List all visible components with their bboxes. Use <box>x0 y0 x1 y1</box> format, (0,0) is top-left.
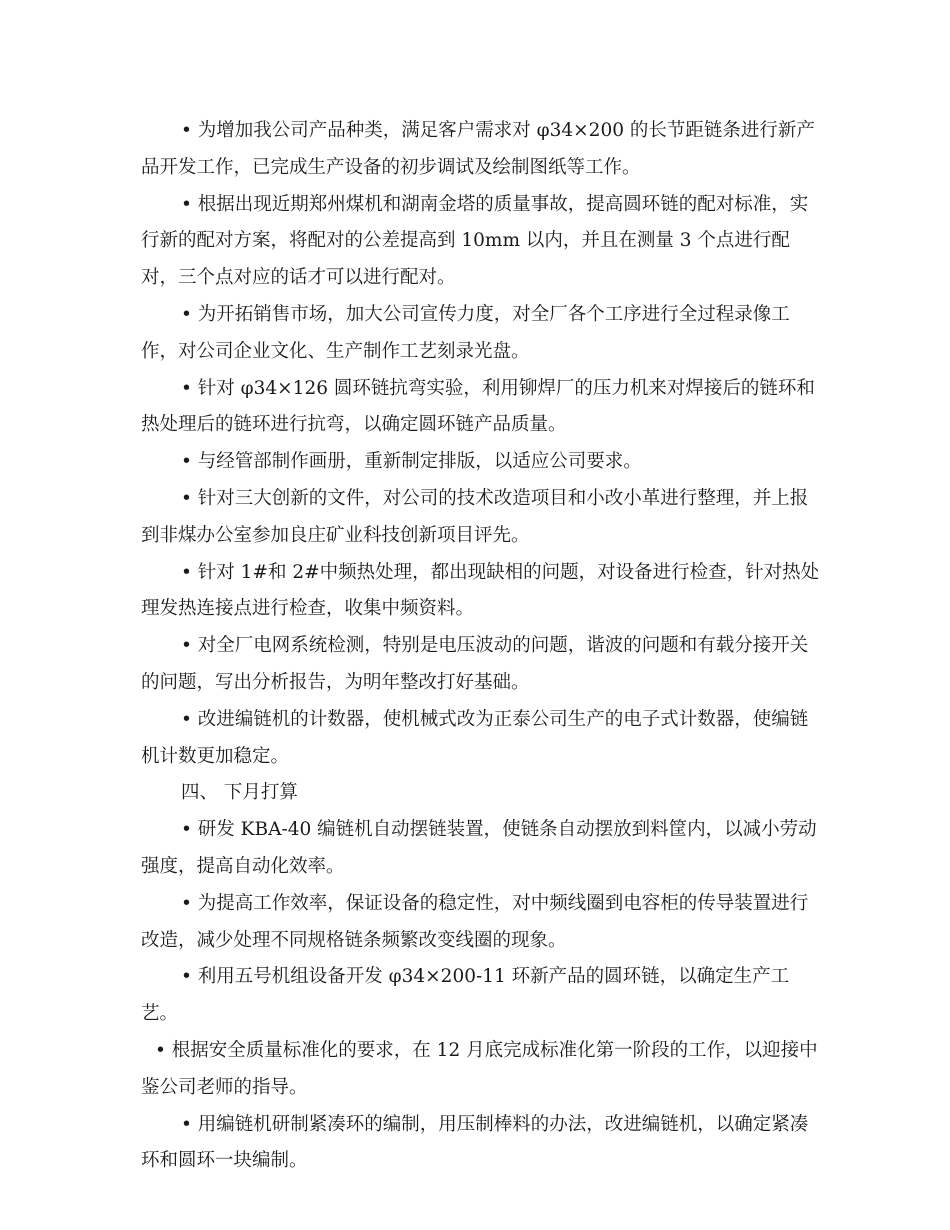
paragraph-pairing-standard: • 根据出现近期郑州煤机和湖南金塔的质量事故，提高圆环链的配对标准，实行新的配对方案，将配对的公差提高到 10mm 以内，并且在测量 3 个点进行配对，三个点对应的话才可以进行配对。 <box>141 193 809 289</box>
paragraph-innovation: • 针对三大创新的文件，对公司的技术改造项目和小改小革进行整理，并上报到非煤办公室参加良庄矿业科技创新项目评先。 <box>141 487 809 546</box>
paragraph-bending-test: • 针对 φ34×126 圆环链抗弯实验，利用铆焊厂的压力机来对焊接后的链环和热处理后的链环进行抗弯，以确定圆环链产品质量。 <box>141 377 815 436</box>
plan-paragraph-compact-ring: • 用编链机研制紧凑环的编制，用压制棒料的办法，改进编链机，以确定紧凑环和圆环一块编制。 <box>141 1113 809 1172</box>
plan-paragraph-auto-arrange: • 研发 KBA-40 编链机自动摆链装置，使链条自动摆放到料筐内，以减小劳动强度，提高自动化效率。 <box>141 819 817 877</box>
paragraph-brochure: • 与经管部制作画册，重新制定排版，以适应公司要求。 <box>181 451 642 473</box>
paragraph-promotion: • 为开拓销售市场，加大公司宣传力度，对全厂各个工序进行全过程录像工作，对公司企业文化、生产制作工艺刻录光盘。 <box>141 303 790 362</box>
document-body <box>141 113 821 1180</box>
paragraph-grid-inspection: • 对全厂电网系统检测，特别是电压波动的问题，谐波的问题和有载分接开关的问题，写出分析报告，为明年整改打好基础。 <box>141 635 809 693</box>
paragraph-new-product: • 为增加我公司产品种类，满足客户需求对 φ34×200 的长节距链条进行新产品开发工作，已完成生产设备的初步调试及绘制图纸等工作。 <box>141 120 815 178</box>
plan-paragraph-standardization: • 根据安全质量标准化的要求，在 12 月底完成标准化第一阶段的工作，以迎接中鉴公司老师的指导。 <box>141 1039 818 1098</box>
plan-paragraph-new-chain: • 利用五号机组设备开发 φ34×200-11 环新产品的圆环链，以确定生产工艺。 <box>141 966 790 1025</box>
plan-paragraph-coil-transfer: • 为提高工作效率，保证设备的稳定性，对中频线圈到电容柜的传导装置进行改造，减少处理不同规格链条频繁改变线圈的现象。 <box>141 892 809 951</box>
paragraph-counter: • 改进编链机的计数器，使机械式改为正泰公司生产的电子式计数器，使编链机计数更加稳定。 <box>141 708 809 767</box>
paragraph-heat-treatment: • 针对 1#和 2#中频热处理，都出现缺相的问题，对设备进行检查，针对热处理发热连接点进行检查，收集中频资料。 <box>141 561 820 620</box>
section-heading: 四、 下月打算 <box>181 782 298 804</box>
